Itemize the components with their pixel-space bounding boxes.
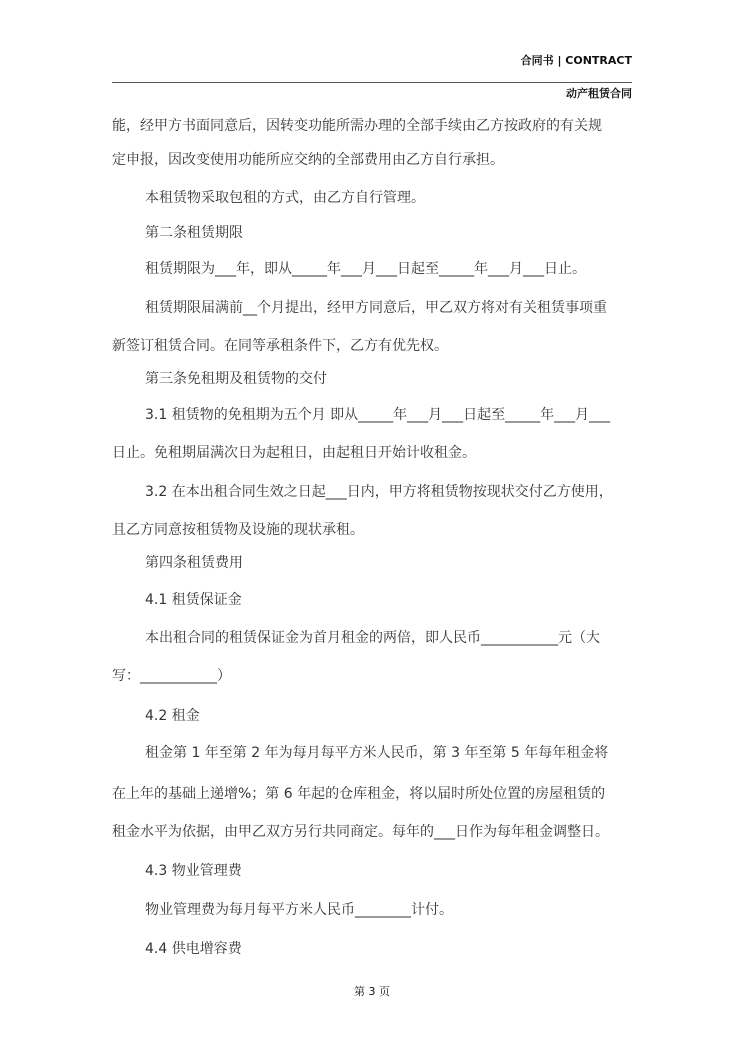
subsection-heading: 4.3 物业管理费 (145, 863, 242, 879)
body-line: 新签订租赁合同。在同等承租条件下，乙方有优先权。 (112, 338, 448, 354)
body-line: 3.2 在本出租合同生效之日起___日内，甲方将租赁物按现状交付乙方使用， (145, 484, 613, 500)
body-line: 且乙方同意按租赁物及设施的现状承租。 (112, 522, 364, 538)
page-number: 第 3 页 (354, 985, 390, 998)
body-line: 3.1 租赁物的免租期为五个月 即从_____年___月___日起至_____年___月___ (145, 407, 611, 423)
body-line: 租金第 1 年至第 2 年为每月每平方米人民币，第 3 年至第 5 年每年租金将 (145, 745, 609, 761)
subsection-heading: 4.2 租金 (145, 708, 200, 724)
body-line: 本租赁物采取包租的方式，由乙方自行管理。 (145, 190, 425, 206)
body-line: 定申报，因改变使用功能所应交纳的全部费用由乙方自行承担。 (112, 152, 504, 168)
body-line: 租金水平为依据，由甲乙双方另行共同商定。每年的___日作为每年租金调整日。 (112, 824, 609, 840)
header-title: 合同书 | CONTRACT (520, 54, 632, 67)
body-line: 租赁期限届满前__个月提出，经甲方同意后，甲乙双方将对有关租赁事项重 (145, 300, 607, 316)
section-heading: 第二条租赁期限 (145, 225, 243, 241)
header-rule (112, 82, 632, 83)
body-line: 物业管理费为每月每平方米人民币________计付。 (145, 902, 453, 918)
subsection-heading: 4.4 供电增容费 (145, 941, 242, 957)
body-line: 写：___________） (112, 668, 231, 684)
body-line: 在上年的基础上递增%；第 6 年起的仓库租金，将以届时所处位置的房屋租赁的 (112, 786, 606, 802)
subsection-heading: 4.1 租赁保证金 (145, 592, 242, 608)
header-subtitle: 动产租赁合同 (566, 87, 632, 100)
body-line: 本出租合同的租赁保证金为首月租金的两倍，即人民币___________元（大 (145, 630, 600, 646)
body-line: 能，经甲方书面同意后，因转变功能所需办理的全部手续由乙方按政府的有关规 (112, 118, 602, 134)
section-heading: 第三条免租期及租赁物的交付 (145, 371, 327, 387)
body-line: 租赁期限为___年，即从_____年___月___日起至_____年___月___日止。 (145, 261, 586, 277)
section-heading: 第四条租赁费用 (145, 555, 243, 571)
body-line: 日止。免租期届满次日为起租日，由起租日开始计收租金。 (112, 445, 476, 461)
